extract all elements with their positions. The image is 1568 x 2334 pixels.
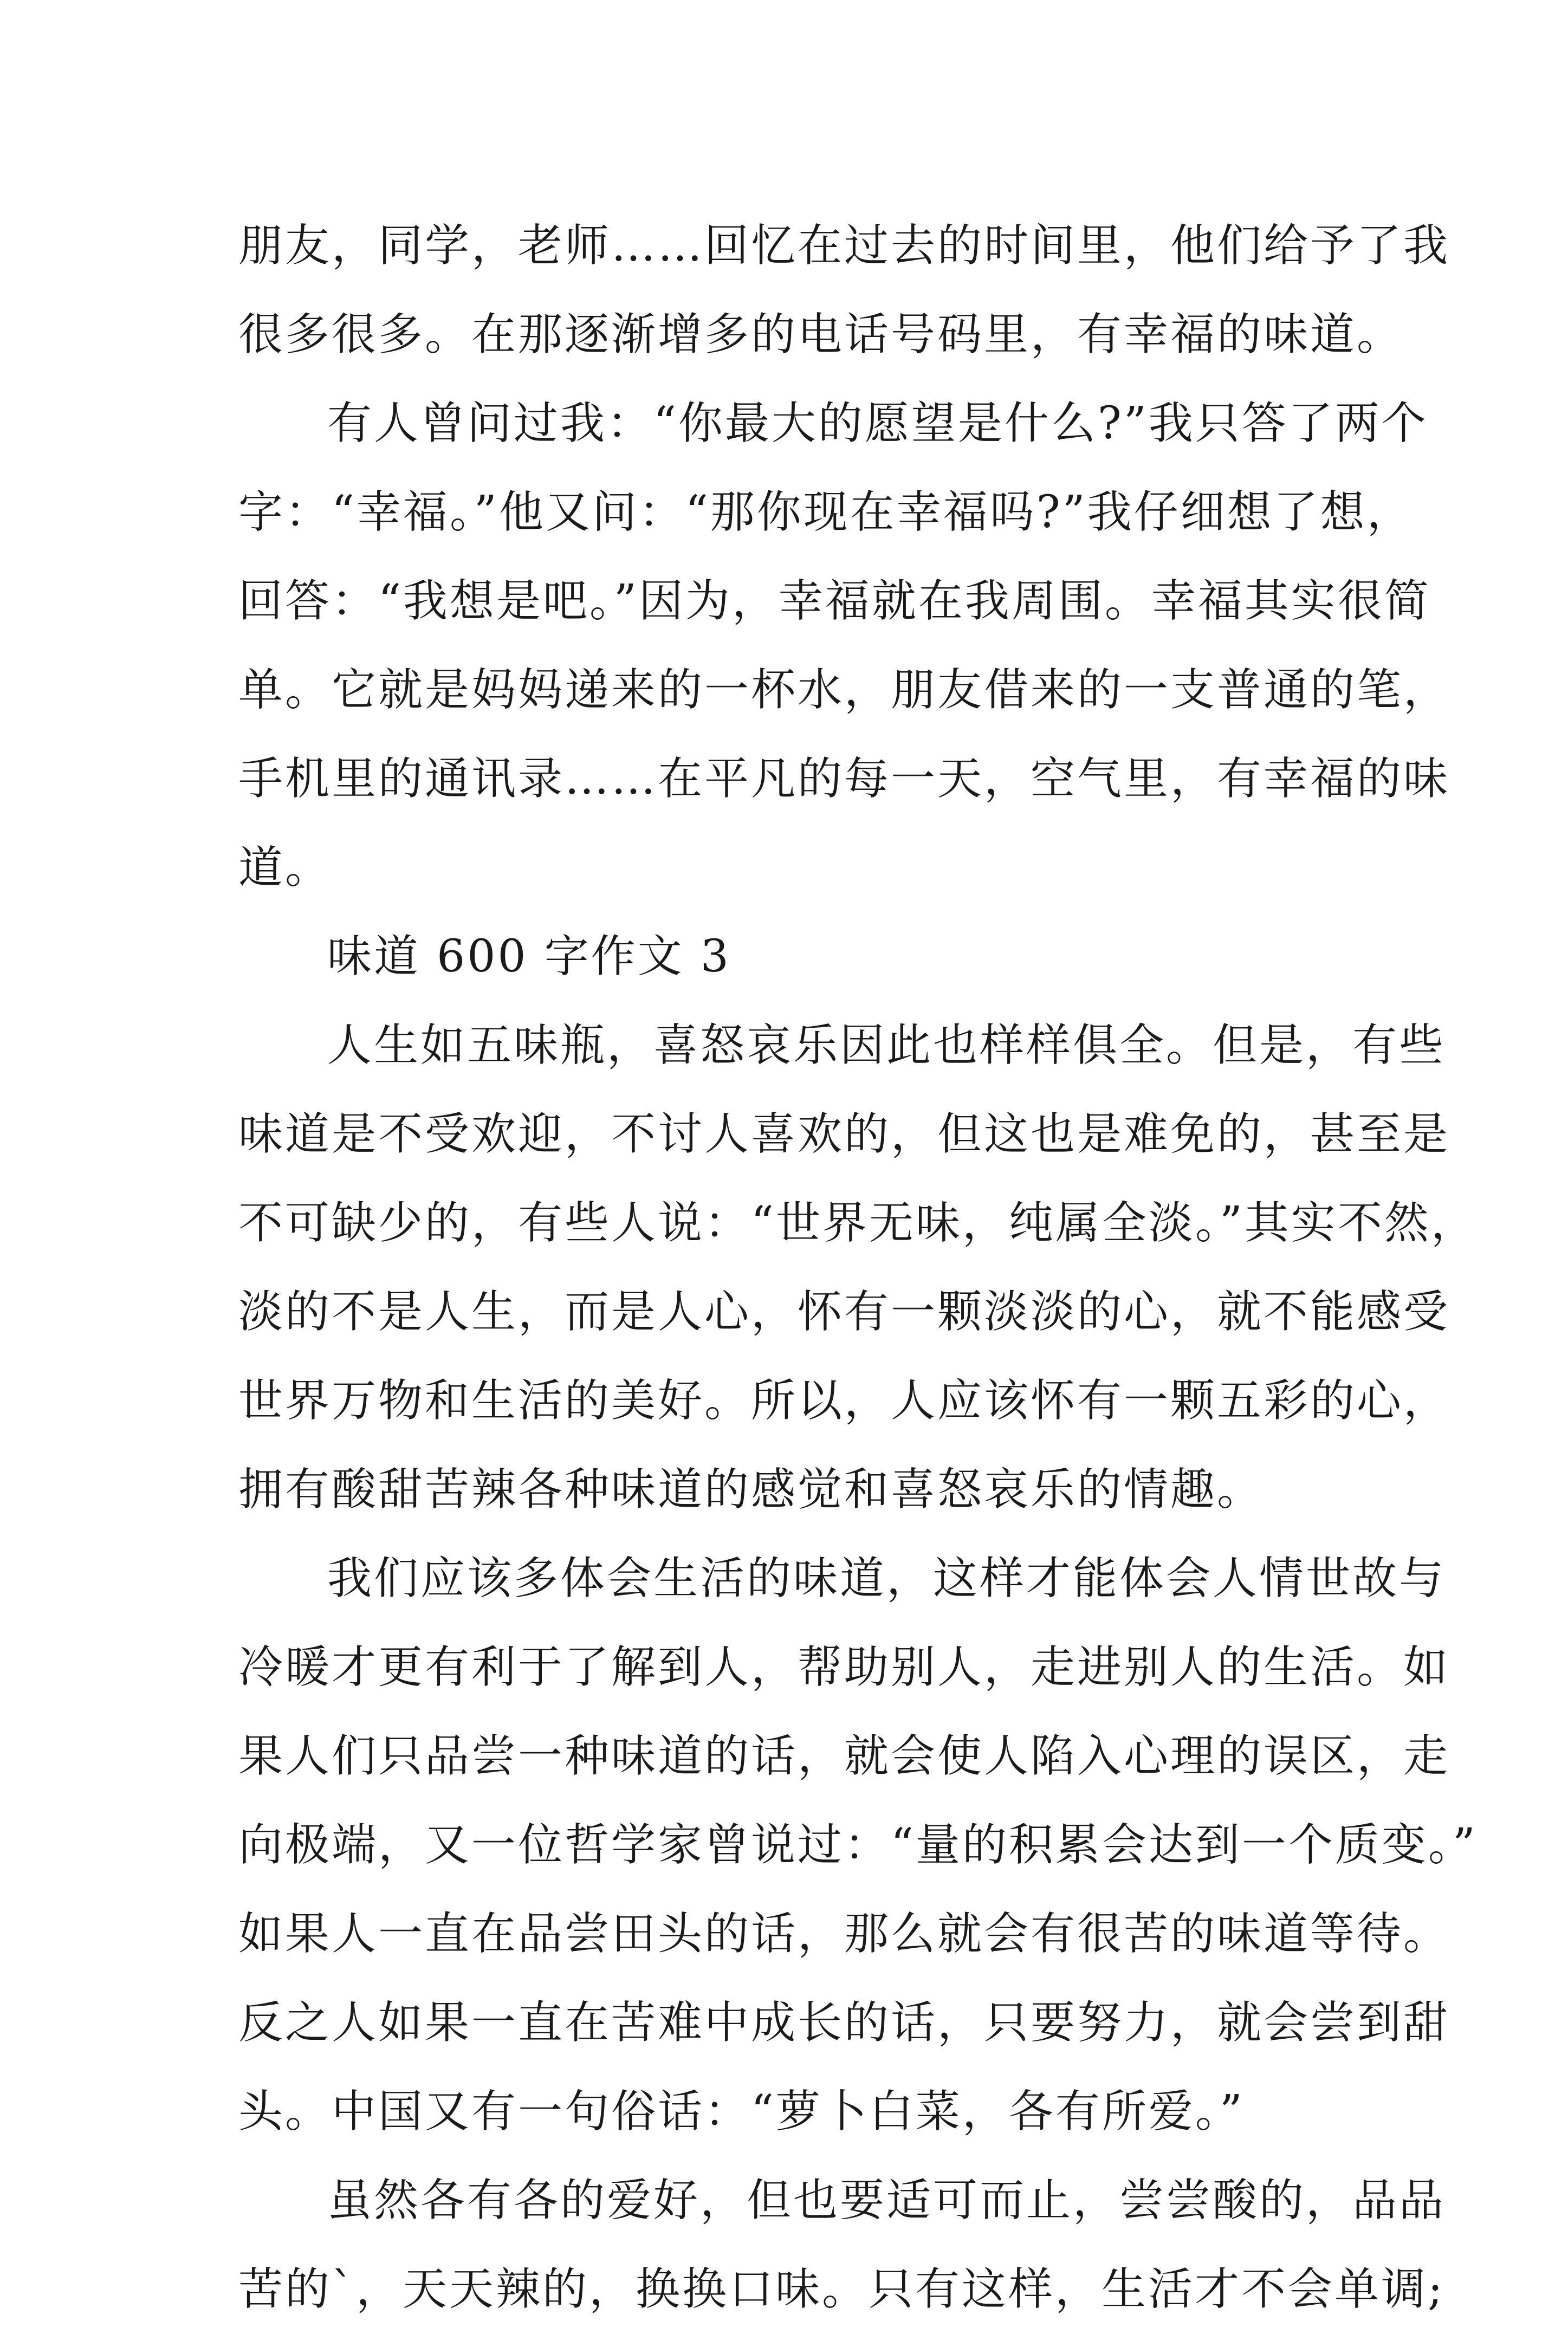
paragraph-first-line: 味道 600 字作文 3 [327, 931, 731, 982]
text-line: 道。 [238, 842, 332, 893]
text-line: 淡的不是人生，而是人心，怀有一颗淡淡的心，就不能感受 [238, 1286, 1450, 1338]
paragraph-first-line: 虽然各有各的爱好，但也要适可而止，尝尝酸的，品品 [327, 2175, 1446, 2226]
text-line: 世界万物和生活的美好。所以，人应该怀有一颗五彩的心， [238, 1375, 1450, 1427]
paragraph-first-line: 人生如五味瓶，喜怒哀乐因此也样样俱全。但是，有些 [327, 1020, 1446, 1071]
text-line: 反之人如果一直在苦难中成长的话，只要努力，就会尝到甜 [238, 1997, 1450, 2048]
text-line: 苦的`，天天辣的，换换口味。只有这样，生活才不会单调; [238, 2264, 1445, 2315]
text-line: 味道是不受欢迎，不讨人喜欢的，但这也是难免的，甚至是 [238, 1108, 1450, 1160]
text-line: 头。中国又有一句俗话：“萝卜白菜，各有所爱。” [238, 2086, 1245, 2137]
text-line: 向极端，又一位哲学家曾说过：“量的积累会达到一个质变。” [238, 1819, 1478, 1871]
text-line: 不可缺少的，有些人说：“世界无味，纯属全淡。”其实不然， [238, 1197, 1478, 1249]
text-line: 朋友，同学，老师……回忆在过去的时间里，他们给予了我 [238, 220, 1450, 271]
text-line: 如果人一直在品尝田头的话，那么就会有很苦的味道等待。 [238, 1908, 1450, 1960]
text-line: 果人们只品尝一种味道的话，就会使人陷入心理的误区，走 [238, 1730, 1450, 1782]
text-line: 手机里的通讯录……在平凡的每一天，空气里，有幸福的味 [238, 753, 1450, 805]
document-body [238, 202, 1478, 2334]
text-line: 回答：“我想是吧。”因为，幸福就在我周围。幸福其实很简 [238, 575, 1431, 627]
text-line: 冷暖才更有利于了解到人，帮助别人，走进别人的生活。如 [238, 1642, 1450, 1693]
text-line: 很多很多。在那逐渐增多的电话号码里，有幸福的味道。 [238, 309, 1404, 360]
text-line: 字：“幸福。”他又问：“那你现在幸福吗?”我仔细想了想， [238, 487, 1414, 538]
paragraph-first-line: 有人曾问过我：“你最大的愿望是什么?”我只答了两个 [327, 398, 1428, 449]
paragraph-first-line: 我们应该多体会生活的味道，这样才能体会人情世故与 [327, 1553, 1446, 1604]
text-line: 拥有酸甜苦辣各种味道的感觉和喜怒哀乐的情趣。 [238, 1464, 1264, 1515]
text-line: 单。它就是妈妈递来的一杯水，朋友借来的一支普通的笔， [238, 664, 1450, 716]
